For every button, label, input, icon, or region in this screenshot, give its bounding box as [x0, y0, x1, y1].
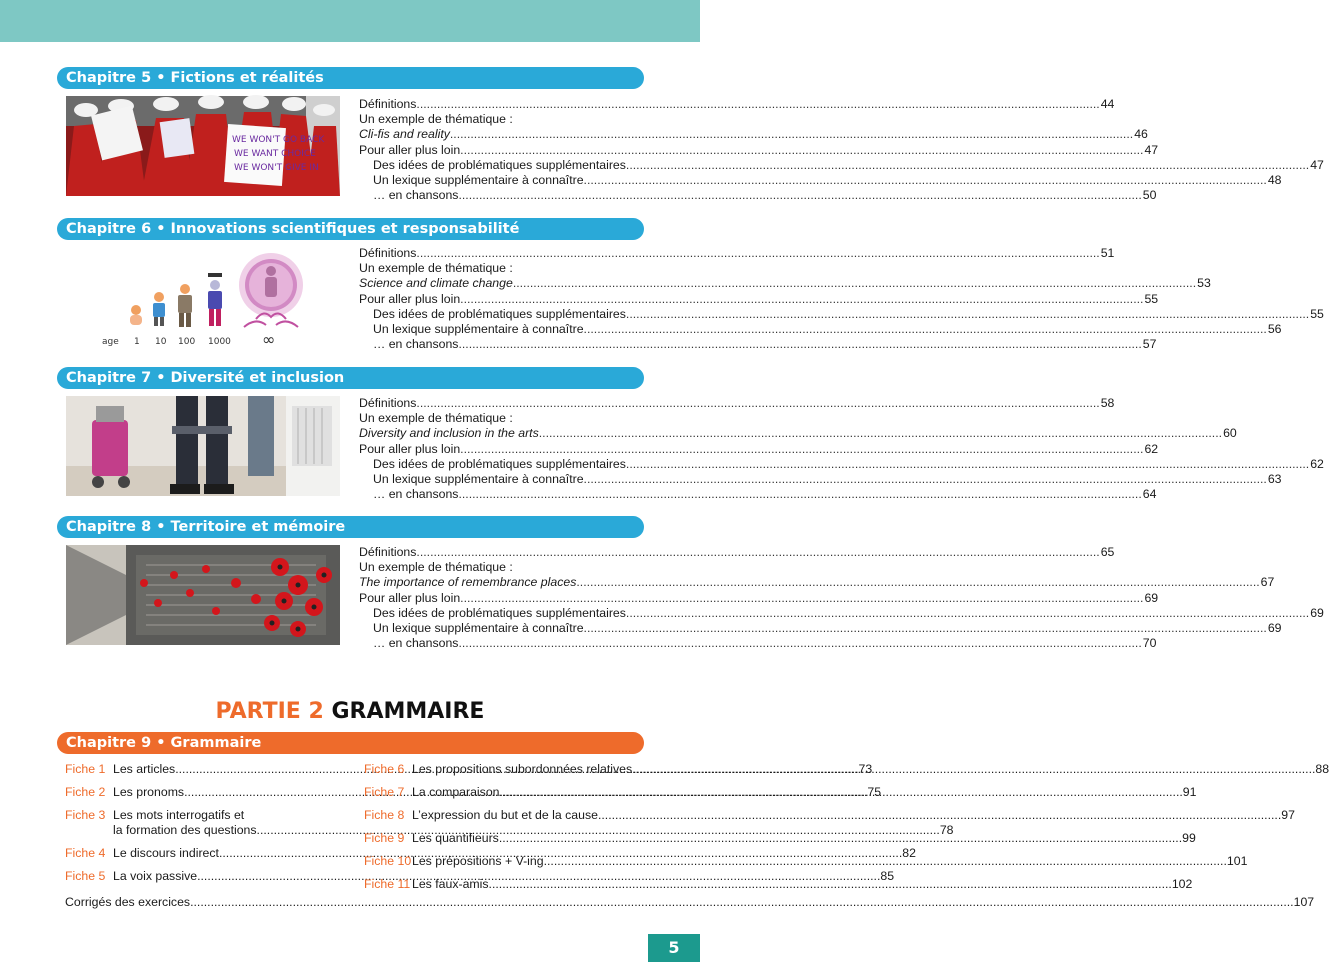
toc-leader-dots — [458, 636, 1141, 651]
toc-entry-page: 63 — [1267, 472, 1282, 487]
fiche-page: 97 — [1281, 808, 1295, 822]
chapter-6-toc — [359, 246, 1324, 352]
toc-entry-label: Des idées de problématiques supplémentaires — [373, 306, 626, 321]
toc-leader-dots — [626, 158, 1309, 173]
fiche-page: 78 — [939, 823, 954, 837]
fiche-number: Fiche 6 — [364, 762, 405, 776]
fiche-title: Les quantifieurs — [412, 831, 499, 845]
grammar-fiche-entry — [364, 808, 1295, 823]
toc-entry — [359, 487, 1157, 502]
fiche-title: La voix passive — [113, 869, 198, 883]
toc-entry-page: 55 — [1310, 306, 1324, 321]
toc-entry-page: 50 — [1142, 188, 1157, 203]
toc-entry-page: 48 — [1267, 173, 1282, 188]
toc-entry-label: Cli-fis and reality — [359, 127, 450, 142]
toc-entry — [359, 188, 1157, 203]
toc-leader-dots — [460, 442, 1143, 457]
fiche-title: Les pronoms — [113, 785, 185, 799]
fiche-leader-dots — [489, 877, 1172, 892]
corriges-page: 107 — [1293, 895, 1315, 909]
grammar-fiche-entry — [364, 831, 1196, 846]
fiche-title: La comparaison — [412, 785, 500, 799]
toc-leader-dots — [460, 292, 1143, 307]
toc-entry-label: Pour aller plus loin — [359, 291, 461, 306]
fiche-number: Fiche 9 — [364, 831, 405, 845]
toc-entry-label: Un lexique supplémentaire à connaître — [373, 621, 584, 636]
toc-entry-page: 56 — [1267, 322, 1282, 337]
fiche-page: 73 — [858, 762, 873, 776]
toc-entry — [359, 306, 1324, 322]
toc-entry-page: 62 — [1310, 456, 1324, 471]
toc-entry-page: 53 — [1197, 276, 1211, 291]
toc-entry — [359, 636, 1157, 651]
age-value-1000: 1000 — [208, 337, 231, 347]
age-value-100: 100 — [178, 337, 196, 347]
toc-entry — [359, 472, 1282, 487]
toc-entry-label: … en chansons — [373, 487, 459, 502]
toc-entry — [359, 560, 644, 575]
toc-entry-page: 64 — [1142, 487, 1157, 502]
toc-entry-label: … en chansons — [373, 337, 459, 352]
toc-leader-dots — [416, 97, 1099, 112]
toc-leader-dots — [416, 396, 1099, 411]
toc-leader-dots — [460, 143, 1143, 158]
grammar-fiche-entry — [364, 877, 1193, 892]
toc-entry-page: 47 — [1310, 157, 1324, 172]
fiche-number: Fiche 1 — [65, 762, 106, 776]
toc-leader-dots — [416, 545, 1099, 560]
toc-entry — [359, 337, 1157, 352]
fiche-number: Fiche 10 — [364, 854, 412, 868]
aging-timeline-illustration — [66, 247, 340, 347]
part-2-title: GRAMMAIRE — [331, 699, 485, 724]
toc-entry-page: 65 — [1100, 545, 1115, 559]
fiche-page: 85 — [880, 869, 895, 883]
fiche-title: Les propositions subordonnées relatives — [412, 762, 633, 776]
toc-entry — [359, 426, 1237, 441]
corriges-row — [65, 895, 1315, 909]
toc-leader-dots — [584, 322, 1267, 337]
fiche-title: L’expression du but et de la cause — [412, 808, 598, 822]
chapter-6-image — [66, 247, 340, 347]
toc-entry-label: Un lexique supplémentaire à connaître — [373, 322, 584, 337]
age-axis-label: age — [102, 337, 119, 347]
toc-entry — [359, 545, 1115, 560]
corriges-label: Corrigés des exercices — [65, 895, 191, 909]
toc-leader-dots — [584, 472, 1267, 487]
fiche-number: Fiche 7 — [364, 785, 405, 799]
fiche-title: Les mots interrogatifs et — [113, 808, 245, 822]
fiche-number: Fiche 5 — [65, 869, 106, 883]
toc-entry-label: Définitions — [359, 545, 417, 559]
page-number: 5 — [648, 934, 700, 962]
fiche-page: 88 — [1315, 762, 1329, 776]
toc-entry-label: … en chansons — [373, 188, 459, 203]
corriges-dots — [190, 895, 1294, 909]
toc-entry — [359, 441, 1159, 457]
chapter-7-toc — [359, 396, 1324, 502]
fiche-title: Le discours indirect — [113, 846, 219, 860]
toc-entry-page: 62 — [1144, 441, 1159, 456]
toc-entry — [359, 590, 1159, 606]
chapter-7-banner: Chapitre 7 • Diversité et inclusion — [57, 367, 644, 389]
protest-sign-text-2: WE WANT CHOICE — [234, 149, 316, 159]
toc-entry-page: 57 — [1142, 337, 1157, 352]
toc-leader-dots — [458, 337, 1141, 352]
toc-entry — [359, 291, 1159, 307]
toc-entry-label: Pour aller plus loin — [359, 590, 461, 605]
fiche-page: 91 — [1182, 785, 1197, 799]
remembrance-wall-illustration — [66, 545, 340, 645]
chapter-9-banner: Chapitre 9 • Grammaire — [57, 732, 644, 754]
fiche-leader-dots — [598, 808, 1281, 823]
toc-leader-dots — [458, 487, 1141, 502]
toc-entry-label: Science and climate change — [359, 276, 513, 291]
fiche-number: Fiche 4 — [65, 846, 106, 860]
toc-entry — [359, 157, 1324, 173]
toc-entry-page: 70 — [1142, 636, 1157, 651]
fiche-page: 75 — [867, 785, 882, 799]
toc-entry-label: Des idées de problématiques supplémentaires — [373, 157, 626, 172]
toc-entry-label: Définitions — [359, 97, 417, 111]
chapter-6-banner: Chapitre 6 • Innovations scientifiques et responsabilité — [57, 218, 644, 240]
toc-leader-dots — [626, 307, 1309, 322]
chapter-8-banner: Chapitre 8 • Territoire et mémoire — [57, 516, 644, 538]
toc-entry-label: Diversity and inclusion in the arts — [359, 426, 539, 441]
toc-entry-label: Un exemple de thématique : — [359, 560, 513, 575]
top-color-band — [0, 0, 700, 42]
toc-entry — [359, 246, 1115, 261]
fiche-number: Fiche 11 — [364, 877, 411, 891]
fiche-number: Fiche 8 — [364, 808, 405, 822]
age-value-10: 10 — [155, 337, 167, 347]
toc-leader-dots — [416, 246, 1099, 261]
protest-sign-text-3: WE WON'T GIVE IN — [234, 163, 319, 173]
toc-entry-page: 67 — [1260, 575, 1275, 590]
toc-entry-label: Pour aller plus loin — [359, 441, 461, 456]
chapter-8-toc — [359, 545, 1324, 651]
toc-entry-page: 47 — [1144, 142, 1159, 157]
fiche-title: Les articles — [113, 762, 176, 776]
toc-entry-page: 51 — [1100, 246, 1115, 260]
toc-entry-label: Un lexique supplémentaire à connaître — [373, 472, 584, 487]
chapter-5-image — [66, 96, 340, 196]
toc-entry-label: Un lexique supplémentaire à connaître — [373, 173, 584, 188]
toc-entry-label: Pour aller plus loin — [359, 142, 461, 157]
toc-entry-label: Des idées de problématiques supplémentaires — [373, 456, 626, 471]
fiche-title: Les faux-amis — [412, 877, 489, 891]
toc-entry-page: 69 — [1144, 590, 1159, 605]
toc-entry — [359, 575, 1275, 590]
fiche-page: 82 — [902, 846, 916, 860]
toc-entry-page: 69 — [1267, 621, 1282, 636]
toc-leader-dots — [458, 188, 1141, 203]
chapter-5-toc — [359, 97, 1324, 203]
toc-entry — [359, 173, 1282, 188]
fiche-title: Les prépositions + V-ing — [412, 854, 544, 868]
toc-entry-label: Définitions — [359, 246, 417, 260]
toc-entry — [359, 112, 644, 127]
toc-entry-label: Définitions — [359, 396, 417, 410]
toc-entry-label: Des idées de problématiques supplémentaires — [373, 605, 626, 620]
toc-leader-dots — [539, 426, 1222, 441]
toc-leader-dots — [450, 127, 1133, 142]
toc-entry — [359, 605, 1324, 621]
toc-entry-label: … en chansons — [373, 636, 459, 651]
toc-leader-dots — [460, 591, 1143, 606]
toc-entry-page: 55 — [1144, 291, 1159, 306]
chapter-8-image — [66, 545, 340, 645]
fiche-leader-dots — [499, 831, 1182, 846]
toc-leader-dots — [584, 173, 1267, 188]
toc-entry — [359, 456, 1324, 472]
toc-leader-dots — [626, 457, 1309, 472]
fiche-leader-dots — [632, 762, 1315, 777]
fiche-leader-dots — [500, 785, 1183, 800]
handmaids-protest-illustration — [66, 96, 340, 196]
fiche-page: 101 — [1226, 854, 1248, 868]
fiche-number: Fiche 2 — [65, 785, 106, 799]
chapter-7-image — [66, 396, 340, 496]
fiche-number: Fiche 3 — [65, 808, 106, 822]
fiche-page: 102 — [1171, 877, 1193, 891]
chapter-5-banner: Chapitre 5 • Fictions et réalités — [57, 67, 644, 89]
toc-entry — [359, 276, 1211, 291]
toc-entry-page: 58 — [1100, 396, 1115, 410]
toc-entry-label: The importance of remembrance places — [359, 575, 577, 590]
fiche-page: 99 — [1182, 831, 1196, 845]
fiche-title: la formation des questions — [113, 823, 257, 837]
toc-entry — [359, 396, 1115, 411]
toc-entry — [359, 127, 1148, 142]
part-2-prefix: PARTIE 2 — [215, 699, 324, 724]
grammar-fiche-entry — [364, 854, 1248, 869]
age-value-infinity: ∞ — [262, 330, 276, 349]
toc-leader-dots — [576, 575, 1259, 590]
toc-entry-page: 46 — [1134, 127, 1148, 142]
toc-leader-dots — [513, 276, 1196, 291]
toc-entry — [359, 97, 1115, 112]
fiche-leader-dots — [544, 854, 1227, 869]
toc-entry-page: 44 — [1100, 97, 1115, 111]
toc-leader-dots — [584, 621, 1267, 636]
toc-entry-label: Un exemple de thématique : — [359, 411, 513, 426]
exoskeleton-photo-illustration — [66, 396, 340, 496]
toc-entry — [359, 411, 644, 426]
toc-entry — [359, 142, 1159, 158]
toc-entry — [359, 621, 1282, 636]
toc-entry — [359, 322, 1282, 337]
toc-entry — [359, 261, 644, 276]
age-value-1: 1 — [134, 337, 140, 347]
part-2-heading — [0, 699, 700, 724]
toc-entry-page: 69 — [1310, 605, 1324, 620]
toc-entry-label: Un exemple de thématique : — [359, 112, 513, 127]
toc-leader-dots — [626, 606, 1309, 621]
toc-entry-page: 60 — [1223, 426, 1237, 441]
toc-entry-label: Un exemple de thématique : — [359, 261, 513, 276]
protest-sign-text-1: WE WON'T GO BACK — [232, 135, 325, 145]
